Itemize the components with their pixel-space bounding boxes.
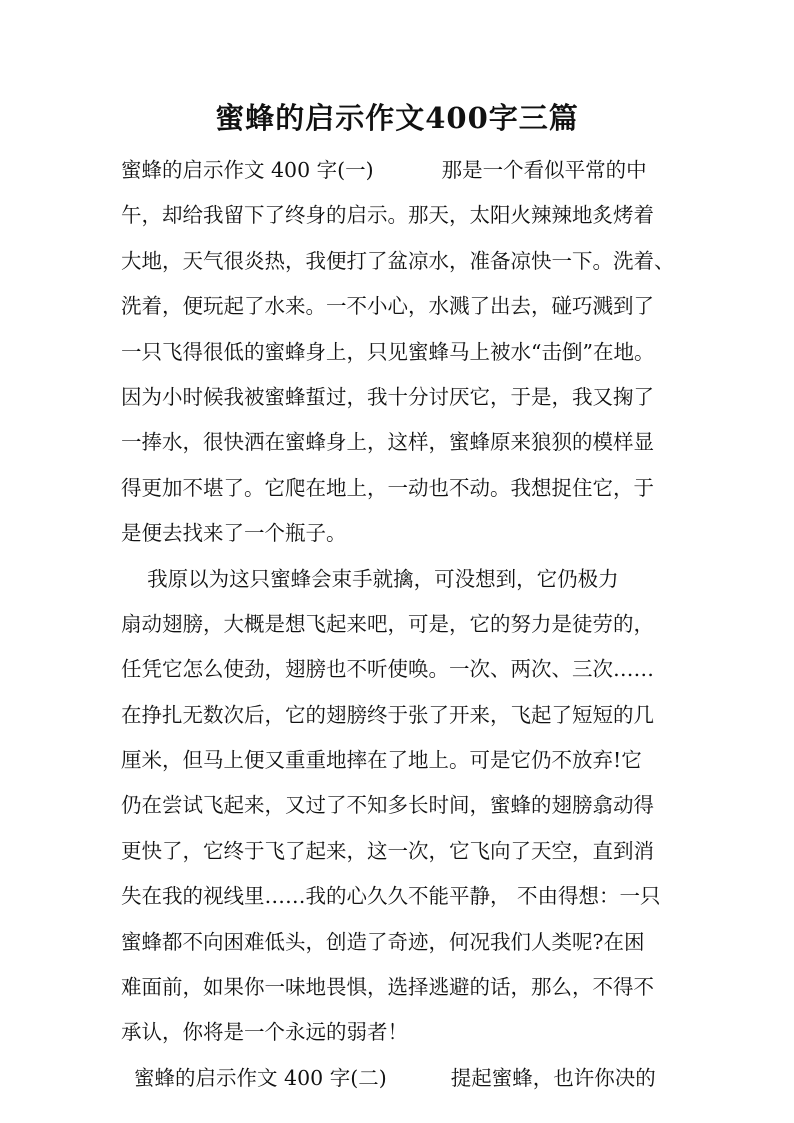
text-line: 因为小时候我被蜜蜂蜇过，我十分讨厌它，于是，我又掬了: [121, 384, 654, 409]
text-line: 得更加不堪了。它爬在地上，一动也不动。我想捉住它，于: [121, 475, 654, 500]
article-body: [121, 148, 681, 1101]
text-line: 午，却给我留下了终身的启示。那天，太阳火辣辣地炙烤着: [121, 203, 654, 228]
text-line: 任凭它怎么使劲，翅膀也不听使唤。一次、两次、三次……: [121, 657, 654, 682]
text-line: 仍在尝试飞起来，又过了不知多长时间，蜜蜂的翅膀翕动得: [121, 793, 654, 818]
text-line: 扇动翅膀，大概是想飞起来吧，可是，它的努力是徒劳的，: [121, 611, 654, 636]
text-line: 是便去找来了一个瓶子。: [121, 521, 347, 546]
section1-heading: 蜜蜂的启示作文 400 字(一): [121, 158, 374, 182]
section2-first-line: [121, 1056, 681, 1101]
text-line: 厘米，但马上便又重重地摔在了地上。可是它仍不放弃!它: [121, 748, 642, 773]
text-line: 更快了，它终于飞了起来，这一次，它飞向了天空，直到消: [121, 838, 654, 863]
text-line: 失在我的视线里……我的心久久不能平静， 不由得想：一只: [121, 884, 661, 909]
text-line: 我原以为这只蜜蜂会束手就擒，可没想到，它仍极力: [121, 566, 619, 591]
text-line: 蜜蜂都不向困难低头，创造了奇迹，何况我们人类呢?在困: [121, 929, 645, 954]
text-line: 一捧水，很快洒在蜜蜂身上，这样，蜜蜂原来狼狈的模样显: [121, 430, 654, 455]
text-line: 洗着，便玩起了水来。一不小心，水溅了出去，碰巧溅到了: [121, 294, 654, 319]
page-title: 蜜蜂的启示作文400字三篇: [215, 101, 579, 135]
text-line: 在挣扎无数次后，它的翅膀终于张了开来，飞起了短短的几: [121, 702, 654, 727]
text-line: 一只飞得很低的蜜蜂身上，只见蜜蜂马上被水“击倒”在地。: [121, 339, 655, 364]
text-line: 承认，你将是一个永远的弱者！: [121, 1020, 408, 1045]
section2-first-text: 提起蜜蜂，也许你决的: [450, 1065, 656, 1090]
section1-first-line: [121, 148, 681, 193]
text-line: 难面前，如果你一味地畏惧，选择逃避的话，那么，不得不: [121, 975, 654, 1000]
section1-first-text: 那是一个看似平常的中: [441, 158, 647, 182]
section2-heading: 蜜蜂的启示作文 400 字(二): [121, 1065, 387, 1090]
text-line: 大地，天气很炎热，我便打了盆凉水，准备凉快一下。洗着、: [121, 248, 675, 273]
